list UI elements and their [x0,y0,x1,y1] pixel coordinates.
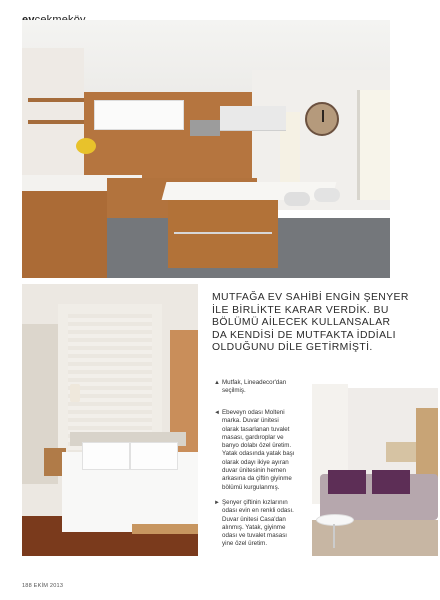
caption-line: duvar ünitesinin hemen [222,467,286,475]
caption-line: banyo dolabı özel üretim. [222,442,292,450]
caption-line: odası ve tuvalet masası [222,532,288,540]
child-room-photo [312,378,438,556]
caption-line: olarak odayı ikiye ayıran [222,458,289,466]
pull-quote [212,292,408,355]
caption-line: olarak tasarlanan tuvalet [222,425,290,433]
pull-quote-line: OLDUĞUNU DİLE GETİRMİŞTİ. [212,342,373,353]
caption-line: bölümü kurgulanmış. [222,483,280,491]
caption-child-room [214,499,308,549]
pull-quote-line: İLE BİRLİKTE KARAR VERDİK. BU [212,304,389,316]
caption-line: Şenyer çiftinin kızlarının [222,499,288,506]
caption-line: masası, gardıroplar ve [222,433,284,441]
caption-line: Mutfak, Lineadecor'dan [222,379,287,386]
wall-clock-graphic [305,102,339,136]
caption-line: marka. Duvar ünitesi [222,417,279,425]
kitchen-photo [22,20,390,278]
caption-bedroom [214,409,308,492]
caption-line: Yatak odasında yatak başı [222,450,295,458]
caption-line: alınmış. Yatak, giyinme [222,523,286,531]
caption-arrow-icon: ◄ [214,410,220,416]
page-folio: 188 EKİM 2013 [22,583,64,589]
pull-quote-line: DA KENDİSİ DE MUTFAKTA İDDİALI [212,329,396,341]
caption-line: yine özel üretim. [222,540,268,548]
caption-line: arkasına da çiftin giyinme [222,475,292,483]
pull-quote-line: BÖLÜMÜ AİLECEK KULLANSALAR [212,317,391,328]
caption-kitchen [214,379,308,396]
caption-arrow-icon: ► [214,500,220,506]
caption-line: Ebeveyn odası Molteni [222,409,285,416]
caption-arrow-icon: ▲ [214,380,220,386]
caption-line: odası evin en renkli odası. [222,507,294,515]
caption-line: seçilmiş. [222,387,246,395]
bedroom-photo [22,284,198,556]
pull-quote-line: MUTFAĞA EV SAHİBİ ENGİN ŞENYER [212,292,409,303]
caption-line: Duvar ünitesi Casa'dan [222,515,286,523]
